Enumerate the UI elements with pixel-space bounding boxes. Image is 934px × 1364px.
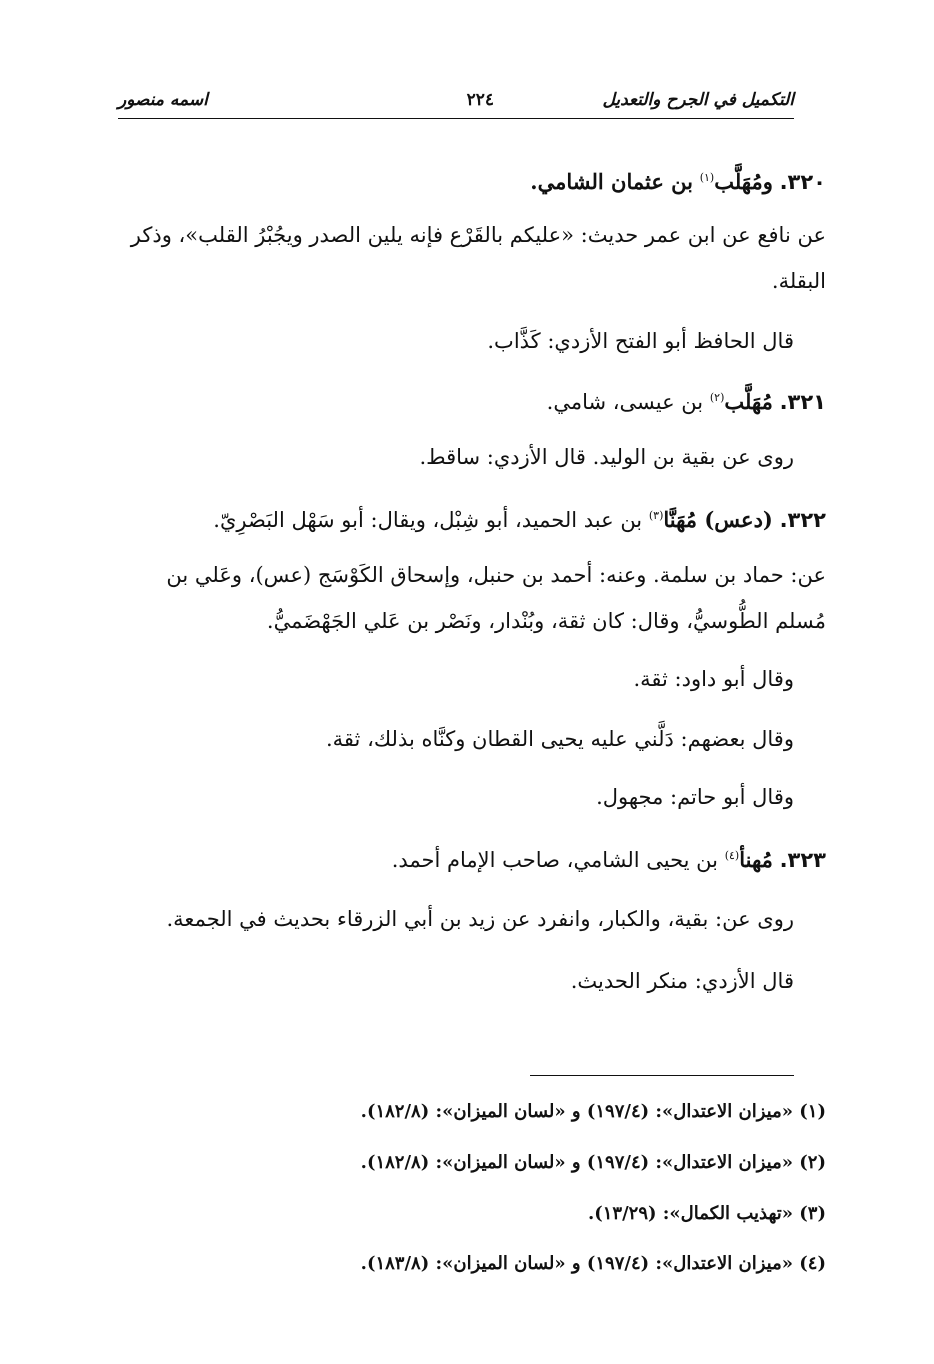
footnote-separator	[530, 1075, 794, 1076]
running-header	[118, 90, 794, 119]
paragraph: روى عن بقية بن الوليد. قال الأزدي: ساقط.	[419, 445, 794, 469]
entry-heading	[126, 836, 826, 880]
footnote: (١) «ميزان الاعتدال»: (١٩٧/٤) و «لسان الميزان»: (١٨٢/٨).	[360, 1101, 826, 1122]
paragraph: وقال بعضهم: دَلَّني عليه يحيى القطان وكنَّاه بذلك، ثقة.	[326, 727, 794, 751]
author-name: اسمه منصور	[118, 90, 208, 110]
entry-name: (دعس) مُهَنَّا	[663, 507, 773, 532]
paragraph: وقال أبو حاتم: مجهول.	[596, 785, 794, 809]
footnote-marker: (٤)	[724, 849, 740, 862]
footnote-marker: (١)	[699, 171, 715, 184]
footnote: (٣) «تهذيب الكمال»: (١٣/٢٩).	[587, 1203, 826, 1224]
paragraph: روى عن: بقية، والكبار، وانفرد عن زيد بن أبي الزرقاء بحديث في الجمعة.	[166, 907, 794, 931]
paragraph: عن: حماد بن سلمة. وعنه: أحمد بن حنبل، وإسحاق الكَوْسَج (عس)، وعَلي بن مُسلم الطُّوسيُّ، وقال: كان ثقة، وبُنْدار، ونَصْر بن عَلي الجَهْضَميُّ.	[166, 563, 826, 633]
entry-name: مُهَلَّب	[724, 389, 773, 414]
footnote-marker: (٣)	[648, 509, 664, 522]
page-number: ٢٢٤	[466, 90, 494, 110]
footnote: (٢) «ميزان الاعتدال»: (١٩٧/٤) و «لسان الميزان»: (١٨٢/٨).	[360, 1152, 826, 1173]
paragraph: قال الحافظ أبو الفتح الأزدي: كَذَّاب.	[487, 329, 794, 353]
paragraph: قال الأزدي: منكر الحديث.	[570, 969, 794, 993]
entry-rest: بن عيسى، شامي.	[546, 390, 704, 414]
footnote: (٤) «ميزان الاعتدال»: (١٩٧/٤) و «لسان الميزان»: (١٨٣/٨).	[360, 1253, 826, 1274]
entry-number: ٣٢١.	[779, 390, 826, 414]
entry-heading	[126, 496, 826, 540]
entry-rest: بن عبد الحميد، أبو شِبْل، ويقال: أبو سَهْل البَصْرِيّ.	[213, 508, 643, 532]
entry-number: ٣٢٣.	[779, 848, 826, 872]
entry-heading	[126, 378, 826, 422]
entry-rest: بن يحيى الشامي، صاحب الإمام أحمد.	[391, 848, 718, 872]
entry-name: ومُهَلَّب	[714, 169, 773, 194]
paragraph: وقال أبو داود: ثقة.	[633, 667, 794, 691]
entry-number: ٣٢٢.	[779, 508, 826, 532]
entry-number: ٣٢٠.	[779, 170, 826, 194]
entry-name: مُهنأ	[739, 847, 773, 872]
entry-rest: بن عثمان الشامي.	[530, 169, 694, 194]
entry-heading	[126, 158, 826, 202]
footnote-marker: (٢)	[709, 391, 725, 404]
paragraph: عن نافع عن ابن عمر حديث: «عليكم بالقَرْع فإنه يلين الصدر ويجُبْرُ القلب»، وذكر البقلة.	[130, 223, 826, 293]
book-title: التكميل في الجرح والتعديل	[602, 90, 794, 110]
